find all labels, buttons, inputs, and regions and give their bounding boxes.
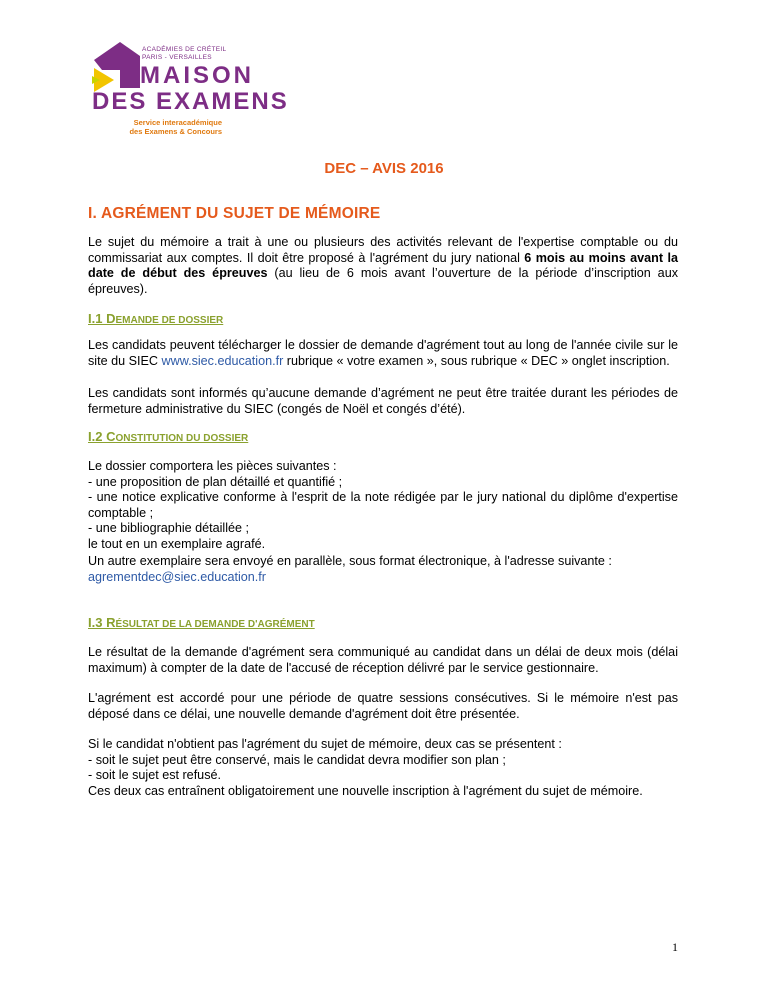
subsection-heading-constitution: I.2 CONSTITUTION DU DOSSIER — [88, 429, 249, 444]
paragraph-fermeture: Les candidats sont informés qu’aucune demande d’agrément ne peut être traitée durant les périodes de fermeture administrative du SIEC (congés de Noël et congés d’été). — [88, 386, 678, 416]
logo-academies-text: ACADÉMIES DE CRÉTEIL PARIS - VERSAILLES — [142, 46, 227, 61]
paragraph-resultat: Le résultat de la demande d'agrément sera communiqué au candidat dans un délai de deux mois (délai maximum) à compter de la date de l'accusé de réception délivré par le service gestionnaire. — [88, 645, 678, 675]
siec-website-link[interactable]: www.siec.education.fr — [161, 353, 284, 368]
paragraph-telechargement: Les candidats peuvent télécharger le dossier de demande d'agrément tout au long de l'année civile sur le site du SIEC www.siec.education.fr rubrique « votre examen », sous rubrique « DEC » onglet inscription. — [88, 338, 678, 368]
maison-des-examens-logo — [92, 40, 332, 140]
piece-list — [88, 459, 678, 552]
list-item: le tout en un exemplaire agrafé. — [88, 536, 266, 551]
document-title: DEC – AVIS 2016 — [324, 160, 444, 177]
page-number: 1 — [672, 940, 678, 954]
section-heading-agrement: I. AGRÉMENT DU SUJET DE MÉMOIRE — [88, 205, 381, 222]
logo-maison-text: MAISON — [140, 62, 254, 89]
intro-paragraph: Le sujet du mémoire a trait à une ou plusieurs des activités relevant de l'expertise comptable ou du commissariat aux comptes. Il doit être proposé à l'agrément du jury national 6 mois au moins avant la date de début des épreuves (au lieu de 6 mois avant l’ouverture de la période d’inscription aux épreuves). — [88, 235, 678, 296]
subsection-heading-resultat: I.3 RÉSULTAT DE LA DEMANDE D'AGRÉMENT — [88, 615, 315, 630]
list-item: - une proposition de plan détaillé et quantifié ; — [88, 474, 343, 489]
list-item: - une bibliographie détaillée ; — [88, 521, 250, 535]
paragraph-envoi-electronique: Un autre exemplaire sera envoyé en parallèle, sous format électronique, à l'adresse suivante : agrementdec@siec.education.fr — [88, 554, 678, 585]
subsection-heading-demande: I.1 DEMANDE DE DOSSIER — [88, 311, 224, 326]
list-item: - une notice explicative conforme à l'esprit de la note rédigée par le jury national du diplôme d'expertise comptable ; — [88, 490, 678, 520]
paragraph-duree-agrement: L'agrément est accordé pour une période de quatre sessions consécutives. Si le mémoire n'est pas déposé dans ce délai, une nouvelle demande d'agrément doit être présentée. — [88, 691, 678, 721]
logo-des-examens-text: DES EXAMENS — [92, 88, 289, 115]
logo-service-text: Service interacadémique des Examens & Concours — [129, 118, 222, 136]
paragraph-refus: Si le candidat n'obtient pas l'agrément du sujet de mémoire, deux cas se présentent : - soit le sujet peut être conservé, mais le candidat devra modifier son plan ; - soit le sujet est refusé. Ces deux cas entraînent obligatoirement une nouvelle inscription à l'agrément du sujet de mémoire. — [88, 737, 643, 798]
list-item: Le dossier comportera les pièces suivantes : — [88, 459, 337, 473]
agrement-email-link[interactable]: agrementdec@siec.education.fr — [88, 569, 266, 584]
